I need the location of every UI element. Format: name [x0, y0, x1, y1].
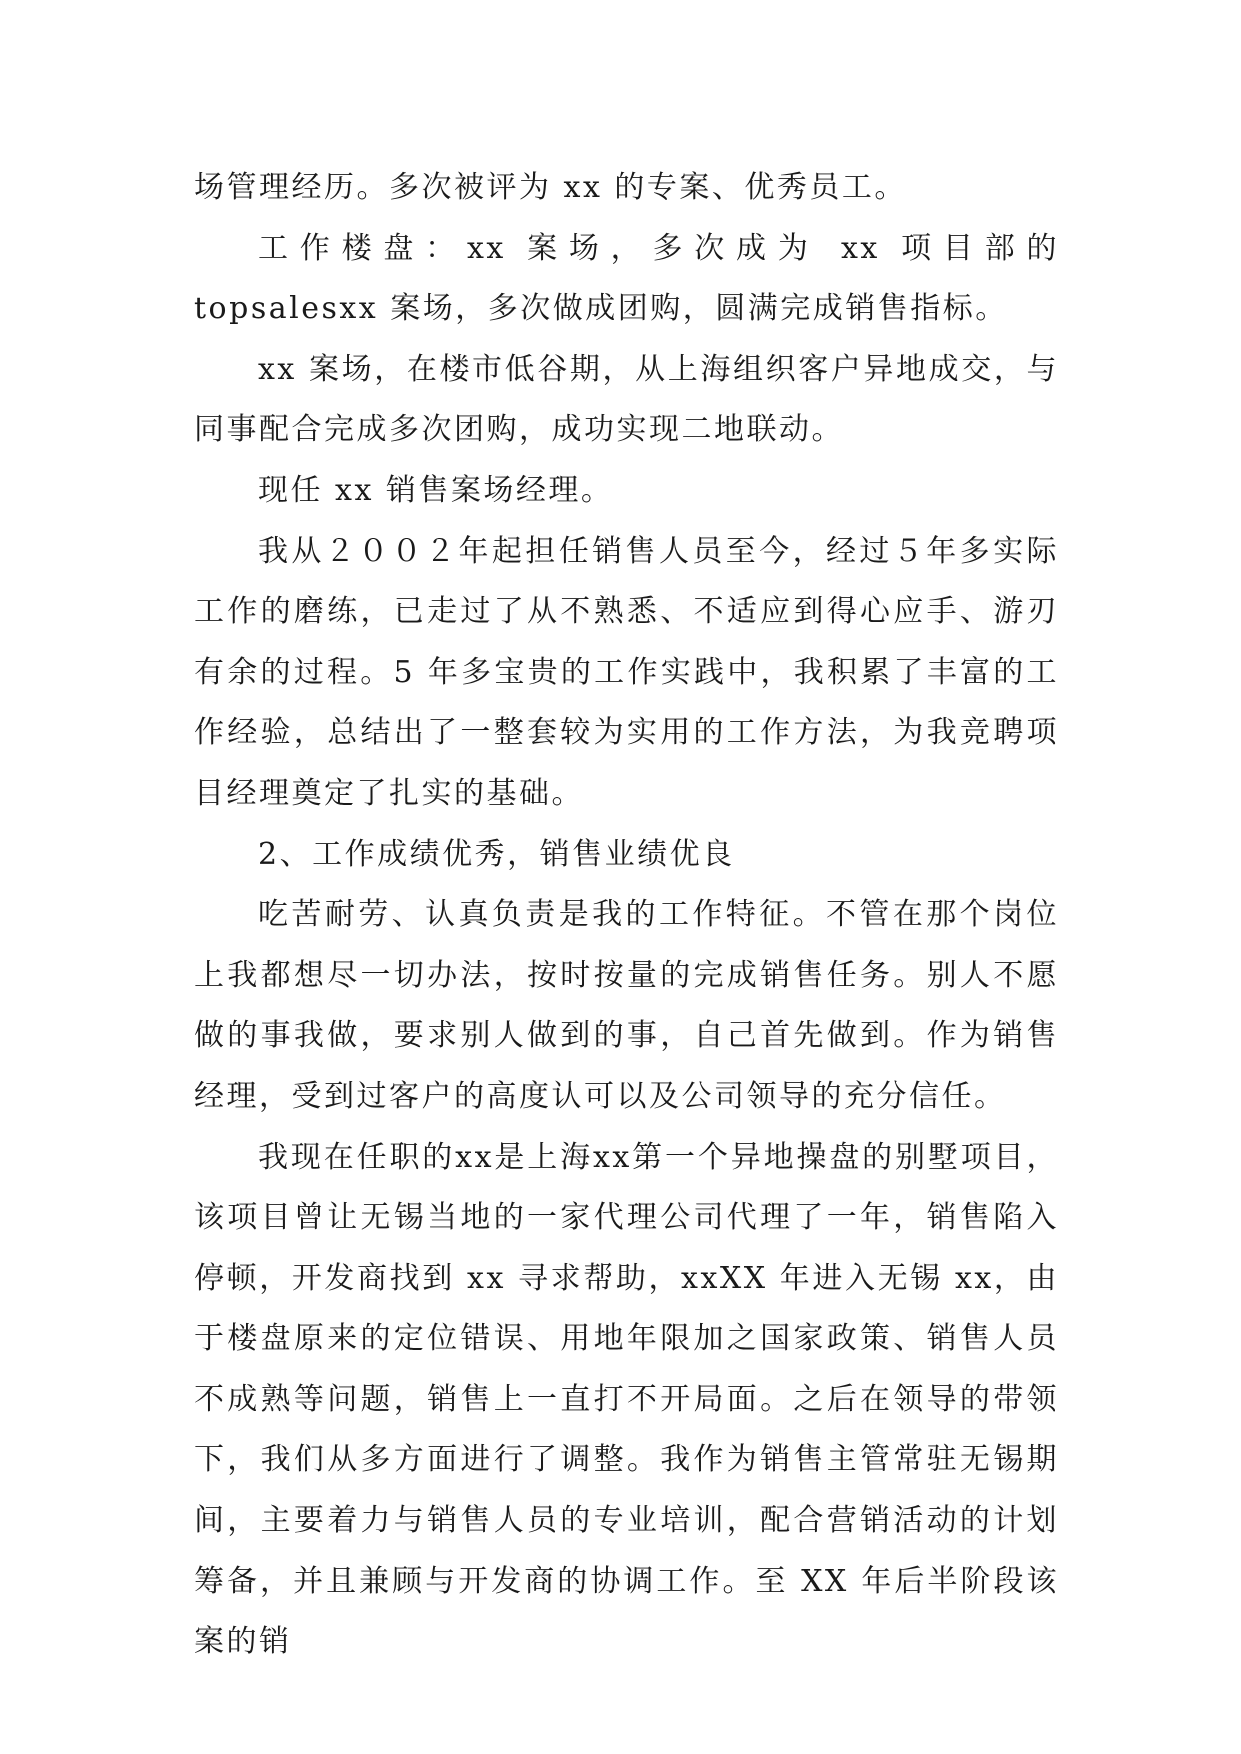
- document-body: [194, 158, 1059, 1673]
- paragraph-7: 吃苦耐劳、认真负责是我的工作特征。不管在那个岗位上我都想尽一切办法，按时按量的完成销售任务。别人不愿做的事我做，要求别人做到的事，自己首先做到。作为销售经理，受到过客户的高度认可以及公司领导的充分信任。: [194, 897, 1059, 1114]
- paragraph-1: 场管理经历。多次被评为 xx 的专案、优秀员工。: [194, 170, 907, 205]
- paragraph-2: 工作楼盘：xx 案场，多次成为 xx 项目部的 topsalesxx 案场，多次做成团购，圆满完成销售指标。: [194, 230, 1059, 327]
- paragraph-5: 我从２００２年起担任销售人员至今，经过５年多实际工作的磨练，已走过了从不熟悉、不适应到得心应手、游刃有余的过程。5 年多宝贵的工作实践中，我积累了丰富的工作经验，总结出了一整套较为实用的工作方法，为我竞聘项目经理奠定了扎实的基础。: [194, 533, 1059, 811]
- paragraph-4: 现任 xx 销售案场经理。: [258, 472, 614, 508]
- paragraph-3: xx 案场，在楼市低谷期，从上海组织客户异地成交，与同事配合完成多次团购，成功实现二地联动。: [194, 351, 1059, 448]
- section-heading: 2、工作成绩优秀，销售业绩优良: [258, 836, 735, 872]
- paragraph-8: 我现在任职的xx是上海xx第一个异地操盘的别墅项目，该项目曾让无锡当地的一家代理公司代理了一年，销售陷入停顿，开发商找到 xx 寻求帮助，xxXX 年进入无锡 xx，由于楼盘原来的定位错误、用地年限加之国家政策、销售人员不成熟等问题，销售上一直打不开局面。之后在领导的带领下，我们从多方面进行了调整。我作为销售主管常驻无锡期间，主要着力与销售人员的专业培训，配合营销活动的计划筹备，并且兼顾与开发商的协调工作。至 XX 年后半阶段该案的销: [194, 1139, 1059, 1660]
